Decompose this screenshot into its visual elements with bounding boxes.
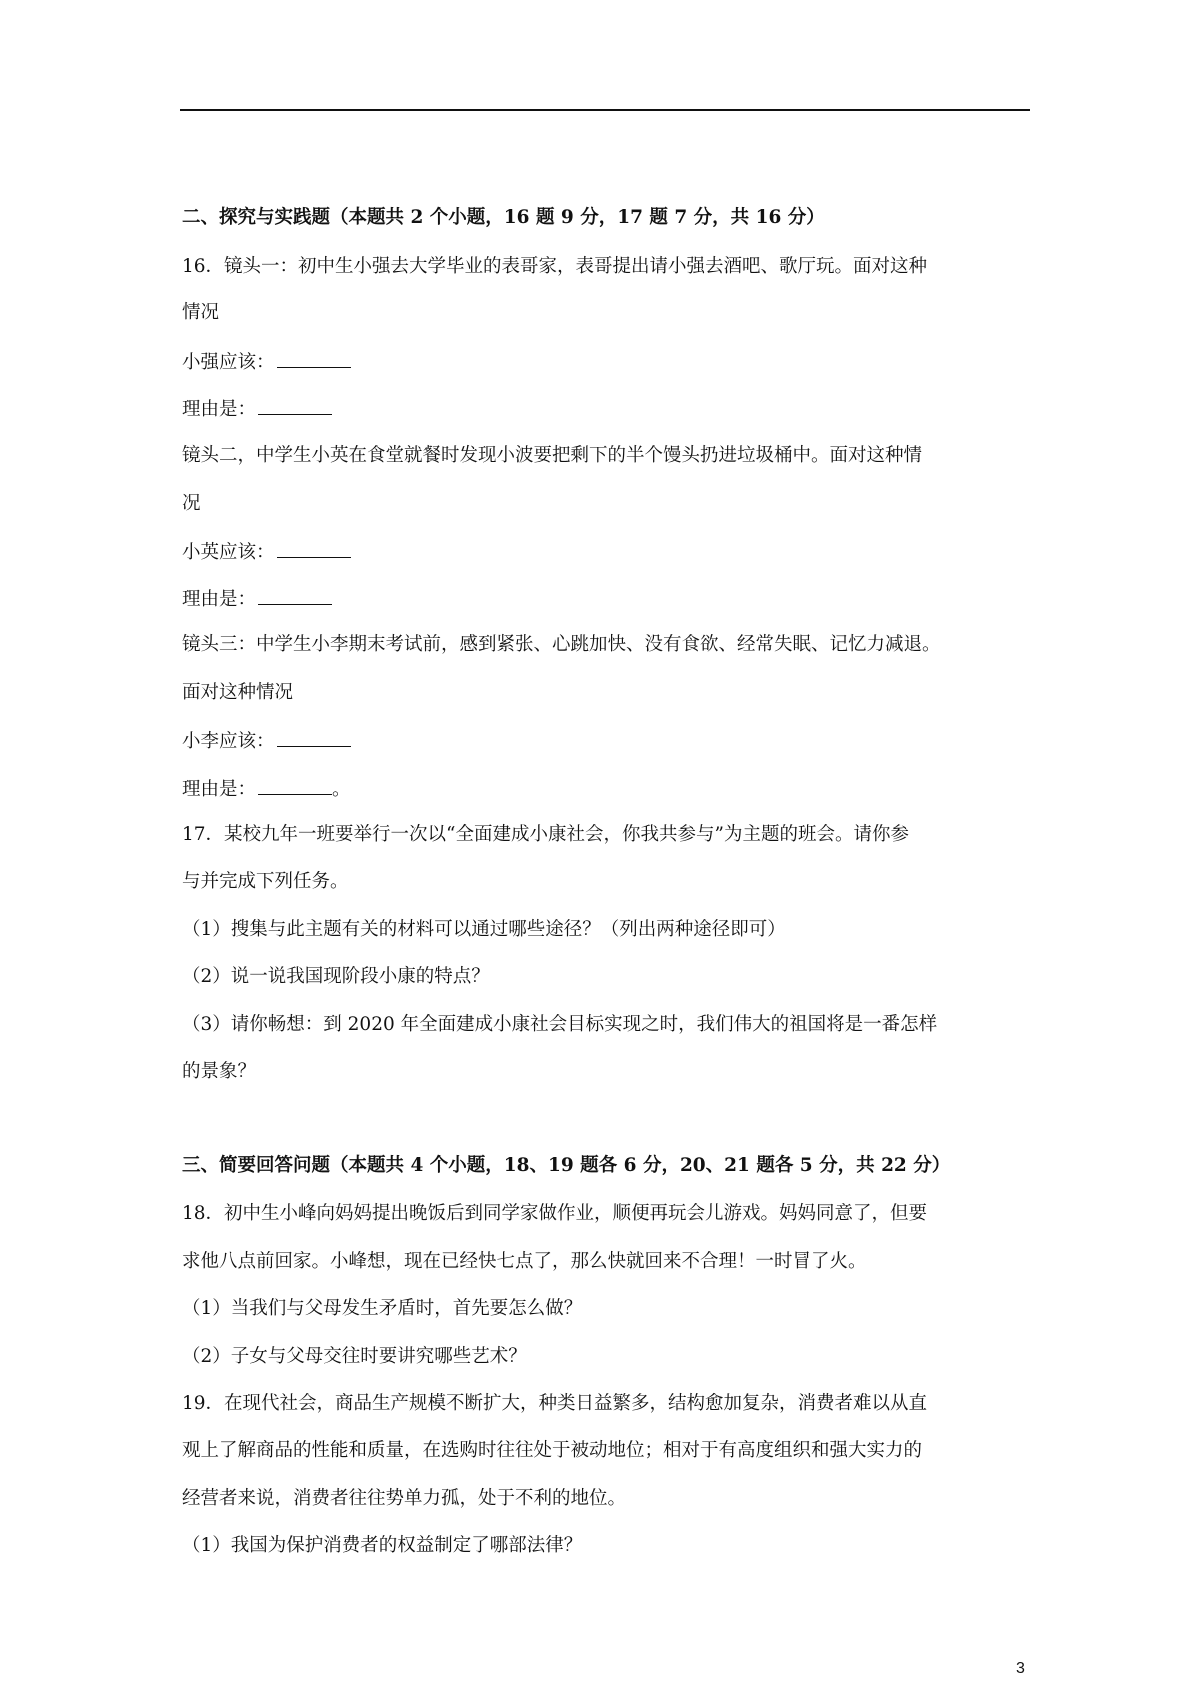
section2-heading: 二、探究与实践题（本题共 2 个小题，16 题 9 分，17 题 7 分，共 16 分） bbox=[182, 207, 825, 228]
answer-blank[interactable] bbox=[277, 538, 351, 558]
answer-label: 理由是： bbox=[182, 589, 257, 610]
answer-label: 小英应该： bbox=[182, 542, 275, 563]
q16-scene3-reason bbox=[182, 775, 1032, 803]
answer-label: 小强应该： bbox=[182, 352, 275, 373]
answer-blank[interactable] bbox=[277, 727, 351, 747]
q17-sub3-line1: （3）请你畅想：到 2020 年全面建成小康社会目标实现之时，我们伟大的祖国将是一番怎样 bbox=[182, 1014, 938, 1035]
section3-heading: 三、简要回答问题（本题共 4 个小题，18、19 题各 6 分，20、21 题各 5 分，共 22 分） bbox=[182, 1155, 951, 1176]
q16-scene3-line2: 面对这种情况 bbox=[182, 682, 294, 703]
q19-line1: 19．在现代社会，商品生产规模不断扩大，种类日益繁多，结构愈加复杂，消费者难以从直 bbox=[182, 1393, 928, 1414]
answer-label: 小李应该： bbox=[182, 731, 275, 752]
q17-line1: 17．某校九年一班要举行一次以“全面建成小康社会，你我共参与”为主题的班会。请你参 bbox=[182, 824, 909, 845]
q16-scene1-should bbox=[182, 348, 1032, 376]
answer-blank[interactable] bbox=[258, 775, 332, 795]
q18-sub2: （2）子女与父母交往时要讲究哪些艺术？ bbox=[182, 1346, 527, 1367]
q17-sub2: （2）说一说我国现阶段小康的特点？ bbox=[182, 966, 490, 987]
answer-label: 理由是： bbox=[182, 779, 257, 800]
answer-blank[interactable] bbox=[277, 348, 351, 368]
answer-blank[interactable] bbox=[258, 585, 332, 605]
q16-scene2-reason bbox=[182, 585, 1032, 613]
q16-scene2-line1: 镜头二，中学生小英在食堂就餐时发现小波要把剩下的半个馒头扔进垃圾桶中。面对这种情 bbox=[182, 445, 923, 466]
q17-line2: 与并完成下列任务。 bbox=[182, 871, 349, 892]
q16-scene3-line1: 镜头三：中学生小李期末考试前，感到紧张、心跳加快、没有食欲、经常失眠、记忆力减退。 bbox=[182, 634, 941, 655]
q18-sub1: （1）当我们与父母发生矛盾时，首先要怎么做？ bbox=[182, 1298, 583, 1319]
q16-scene3-should bbox=[182, 727, 1032, 755]
q19-line3: 经营者来说，消费者往往势单力孤，处于不利的地位。 bbox=[182, 1488, 627, 1509]
end-punctuation: 。 bbox=[332, 779, 351, 800]
q18-line1: 18．初中生小峰向妈妈提出晚饭后到同学家做作业，顺便再玩会儿游戏。妈妈同意了，但要 bbox=[182, 1203, 928, 1224]
q16-scene1-reason bbox=[182, 395, 1032, 423]
q16-scene2-line2: 况 bbox=[182, 493, 201, 514]
q16-scene2-should bbox=[182, 538, 1032, 566]
answer-label: 理由是： bbox=[182, 399, 257, 420]
q16-scene1-line1: 16．镜头一：初中生小强去大学毕业的表哥家，表哥提出请小强去酒吧、歌厅玩。面对这种 bbox=[182, 256, 928, 277]
q19-line2: 观上了解商品的性能和质量，在选购时往往处于被动地位；相对于有高度组织和强大实力的 bbox=[182, 1440, 923, 1461]
answer-blank[interactable] bbox=[258, 395, 332, 415]
q16-scene1-line2: 情况 bbox=[182, 302, 220, 323]
q17-sub1: （1）搜集与此主题有关的材料可以通过哪些途径？（列出两种途径即可） bbox=[182, 919, 786, 940]
q17-sub3-line2: 的景象？ bbox=[182, 1061, 257, 1082]
q18-line2: 求他八点前回家。小峰想，现在已经快七点了，那么快就回来不合理！一时冒了火。 bbox=[182, 1251, 867, 1272]
page-number: 3 bbox=[1016, 1660, 1025, 1677]
q19-sub1: （1）我国为保护消费者的权益制定了哪部法律？ bbox=[182, 1535, 583, 1556]
header-rule bbox=[180, 109, 1030, 111]
